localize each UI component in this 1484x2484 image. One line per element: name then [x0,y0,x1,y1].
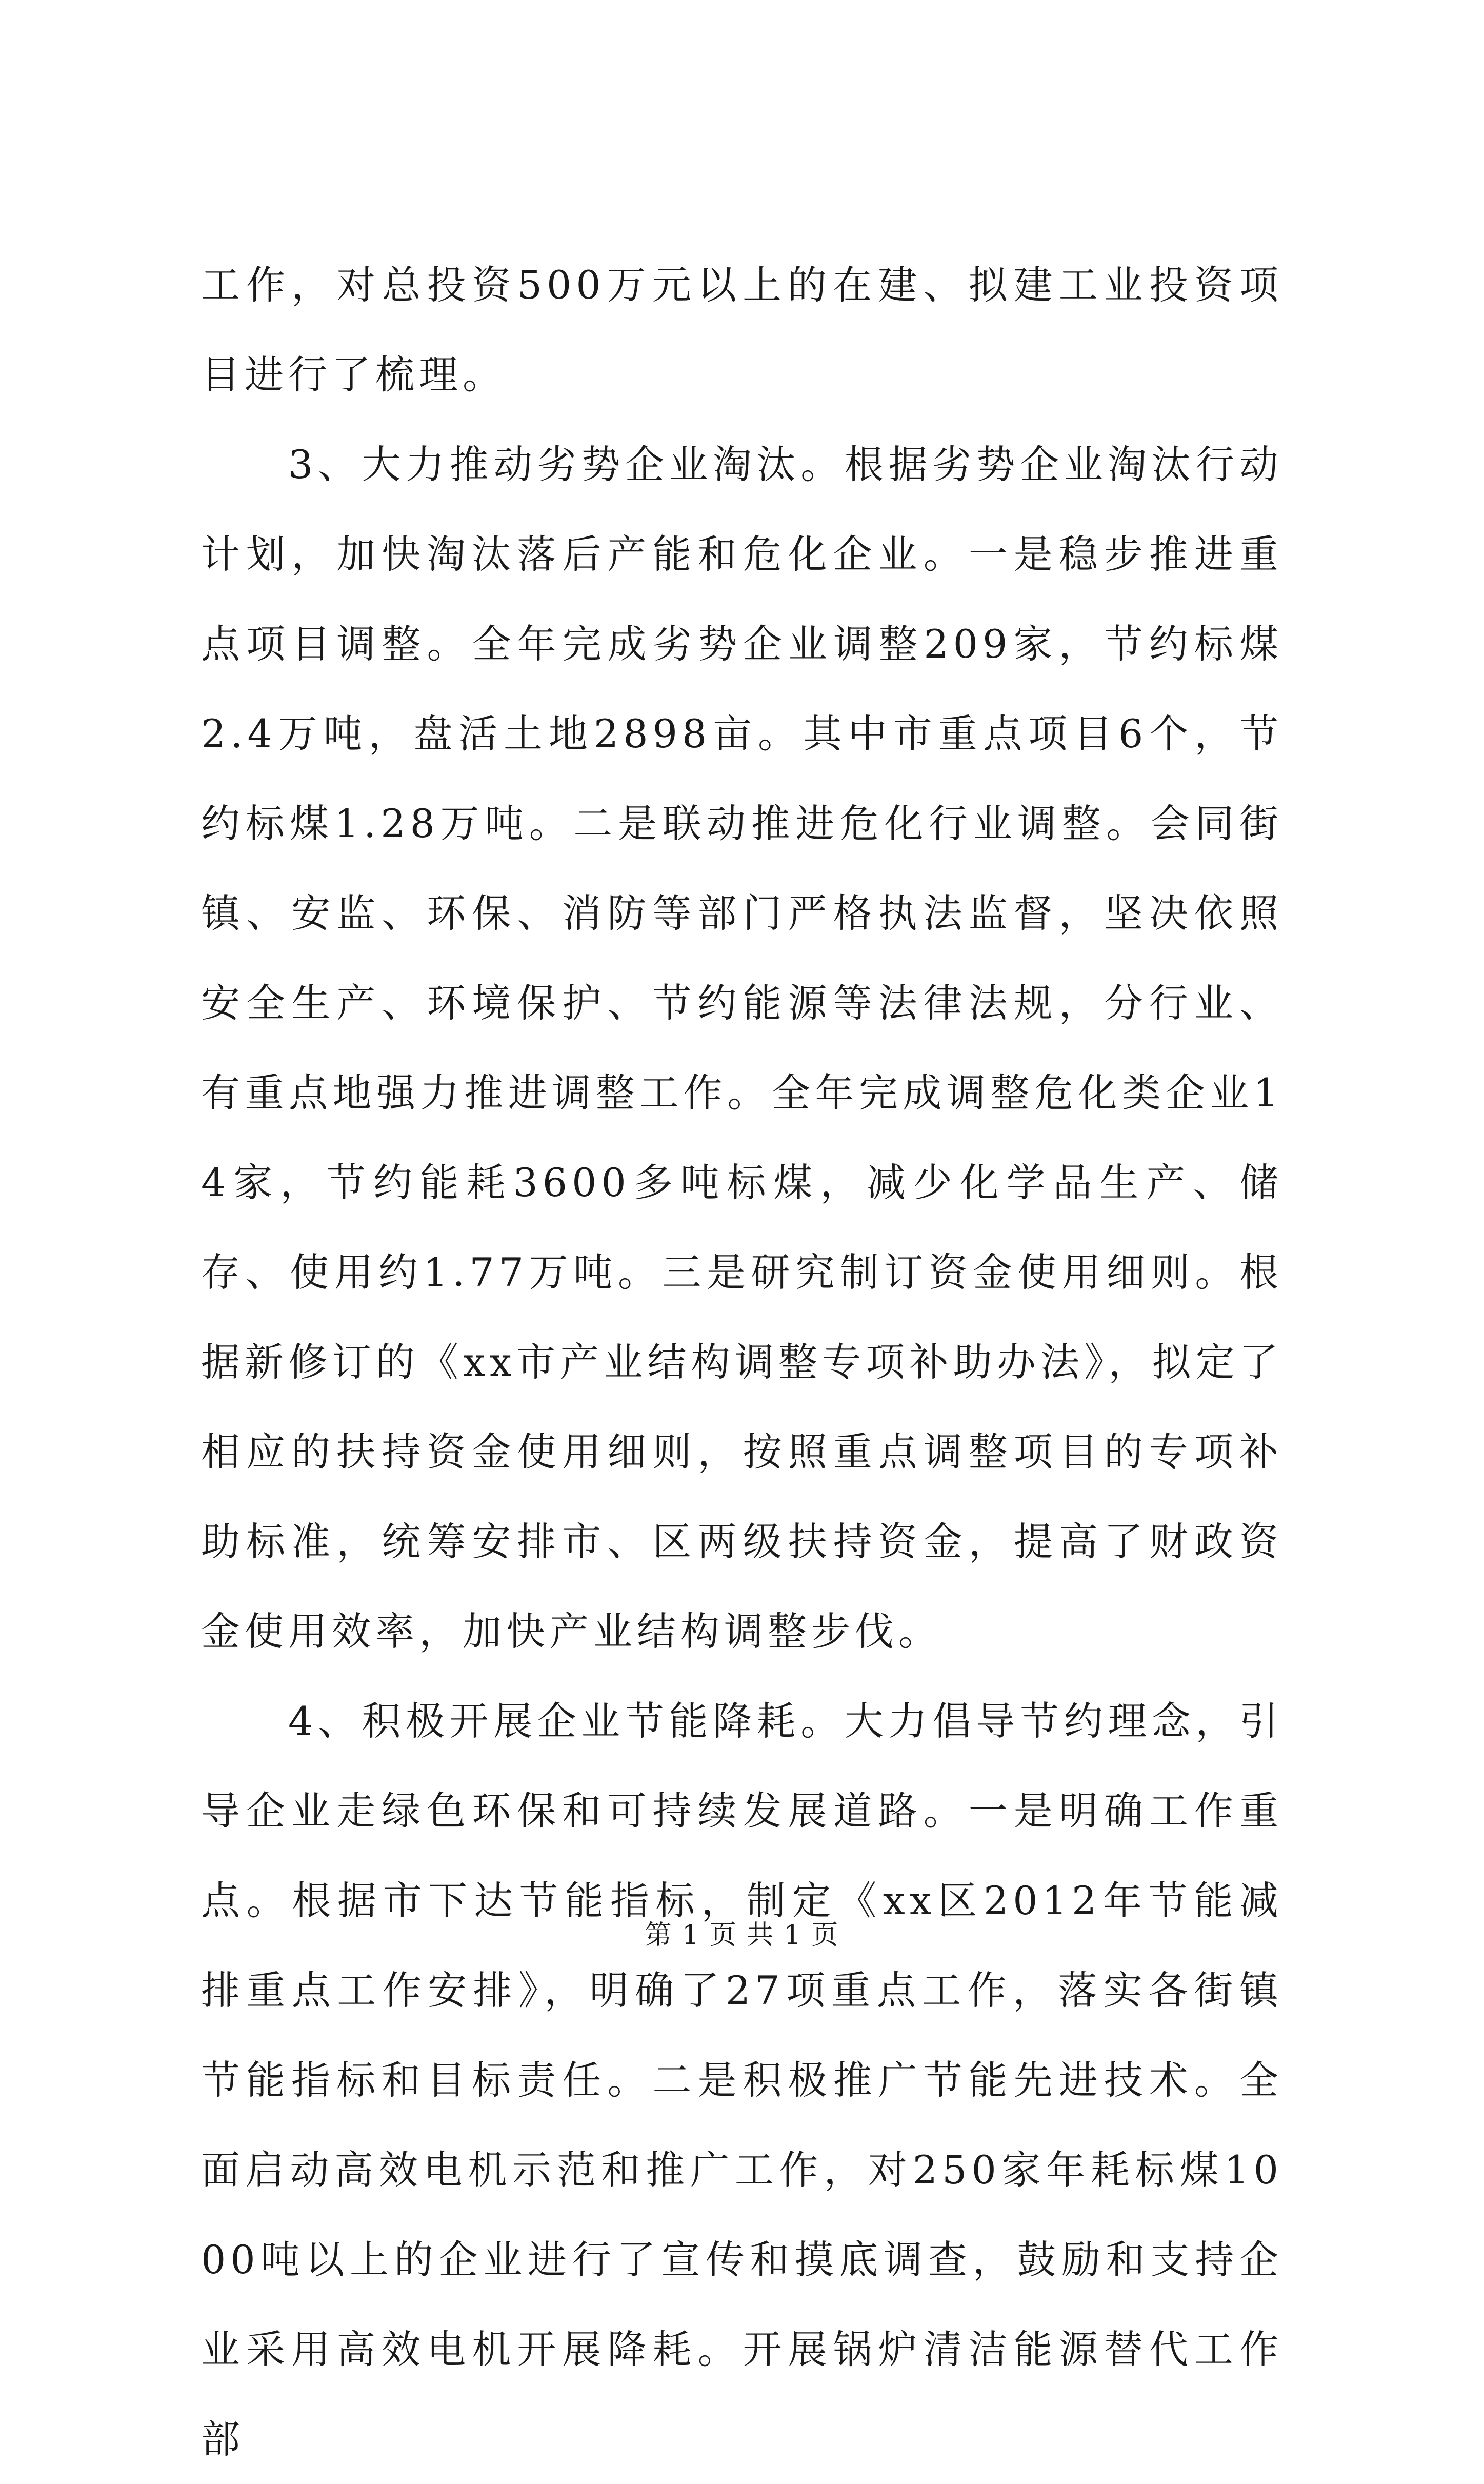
paragraph-item-3: 3、大力推动劣势企业淘汰。根据劣势企业淘汰行动计划，加快淘汰落后产能和危化企业。一是稳步推进重点项目调整。全年完成劣势企业调整209家，节约标煤2.4万吨，盘活土地2898亩。其中市重点项目6个，节约标煤1.28万吨。二是联动推进危化行业调整。会同街镇、安监、环保、消防等部门严格执法监督，坚决依照安全生产、环境保护、节约能源等法律法规，分行业、有重点地强力推进调整工作。全年完成调整危化类企业14家，节约能耗3600多吨标煤，减少化学品生产、储存、使用约1.77万吨。三是研究制订资金使用细则。根据新修订的《xx市产业结构调整专项补助办法》，拟定了相应的扶持资金使用细则，按照重点调整项目的专项补助标准，统筹安排市、区两级扶持资金，提高了财政资金使用效率，加快产业结构调整步伐。 [201,442,1283,1654]
page-footer: 第 1 页 共 1 页 [645,1920,839,1951]
paragraph-continuation: 工作，对总投资500万元以上的在建、拟建工业投资项目进行了梳理。 [201,262,1283,398]
document-body [201,240,1283,2484]
paragraph-item-4: 4、积极开展企业节能降耗。大力倡导节约理念，引导企业走绿色环保和可持续发展道路。一是明确工作重点。根据市下达节能指标，制定《xx区2012年节能减排重点工作安排》，明确了27项重点工作，落实各街镇节能指标和目标责任。二是积极推广节能先进技术。全面启动高效电机示范和推广工作，对250家年耗标煤1000吨以上的企业进行了宣传和摸底调查，鼓励和支持企业采用高效电机开展降耗。开展锅炉清洁能源替代工作部 [201,1698,1283,2462]
